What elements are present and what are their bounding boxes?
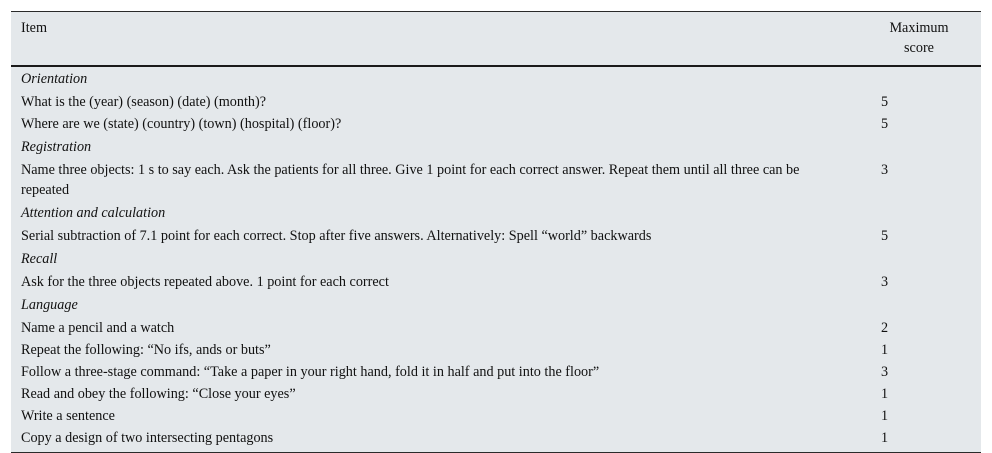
column-header-item: Item [11,12,841,66]
item-max-score: 5 [881,116,889,132]
table-row [11,225,981,247]
section-row [11,293,981,317]
score-table-container [11,11,981,453]
section-heading: Language [21,297,78,313]
table-row [11,383,981,405]
column-header-score-line1: Maximum [889,20,949,36]
table-row [11,113,981,135]
section-heading: Recall [21,251,58,267]
table-row [11,91,981,113]
item-max-score: 3 [881,274,889,290]
item-max-score: 3 [881,364,889,380]
item-text: Write a sentence [21,408,115,424]
item-text: Read and obey the following: “Close your eyes” [21,386,296,402]
item-max-score: 1 [881,342,889,358]
table-header [11,12,981,66]
section-heading: Attention and calculation [21,205,166,221]
item-max-score: 2 [881,320,889,336]
item-text: Name three objects: 1 s to say each. Ask the patients for all three. Give 1 point for each correct answer. Repeat them until all three can be repeated [21,162,800,198]
table-row [11,427,981,452]
section-row [11,66,981,91]
item-max-score: 3 [881,162,889,178]
table-row [11,339,981,361]
header-row [11,12,981,66]
section-row [11,135,981,159]
item-text: Ask for the three objects repeated above. 1 point for each correct [21,274,389,290]
section-heading: Orientation [21,71,88,87]
table-row [11,159,981,201]
column-header-max-score [841,12,981,66]
item-max-score: 1 [881,430,889,446]
section-row [11,247,981,271]
score-table [11,12,981,452]
section-heading: Registration [21,139,92,155]
item-max-score: 5 [881,228,889,244]
item-max-score: 1 [881,408,889,424]
item-max-score: 1 [881,386,889,402]
table-row [11,271,981,293]
item-text: Name a pencil and a watch [21,320,175,336]
item-text: What is the (year) (season) (date) (month)? [21,94,267,110]
table-row [11,317,981,339]
item-text: Copy a design of two intersecting pentagons [21,430,274,446]
section-row [11,201,981,225]
item-text: Repeat the following: “No ifs, ands or buts” [21,342,271,358]
item-text: Follow a three-stage command: “Take a paper in your right hand, fold it in half and put into the floor” [21,364,600,380]
item-text: Where are we (state) (country) (town) (hospital) (floor)? [21,116,342,132]
table-row [11,361,981,383]
table-body [11,66,981,452]
item-max-score: 5 [881,94,889,110]
column-header-score-line2: score [904,40,934,56]
item-text: Serial subtraction of 7.1 point for each correct. Stop after five answers. Alternatively: Spell “world” backwards [21,228,652,244]
table-row [11,405,981,427]
